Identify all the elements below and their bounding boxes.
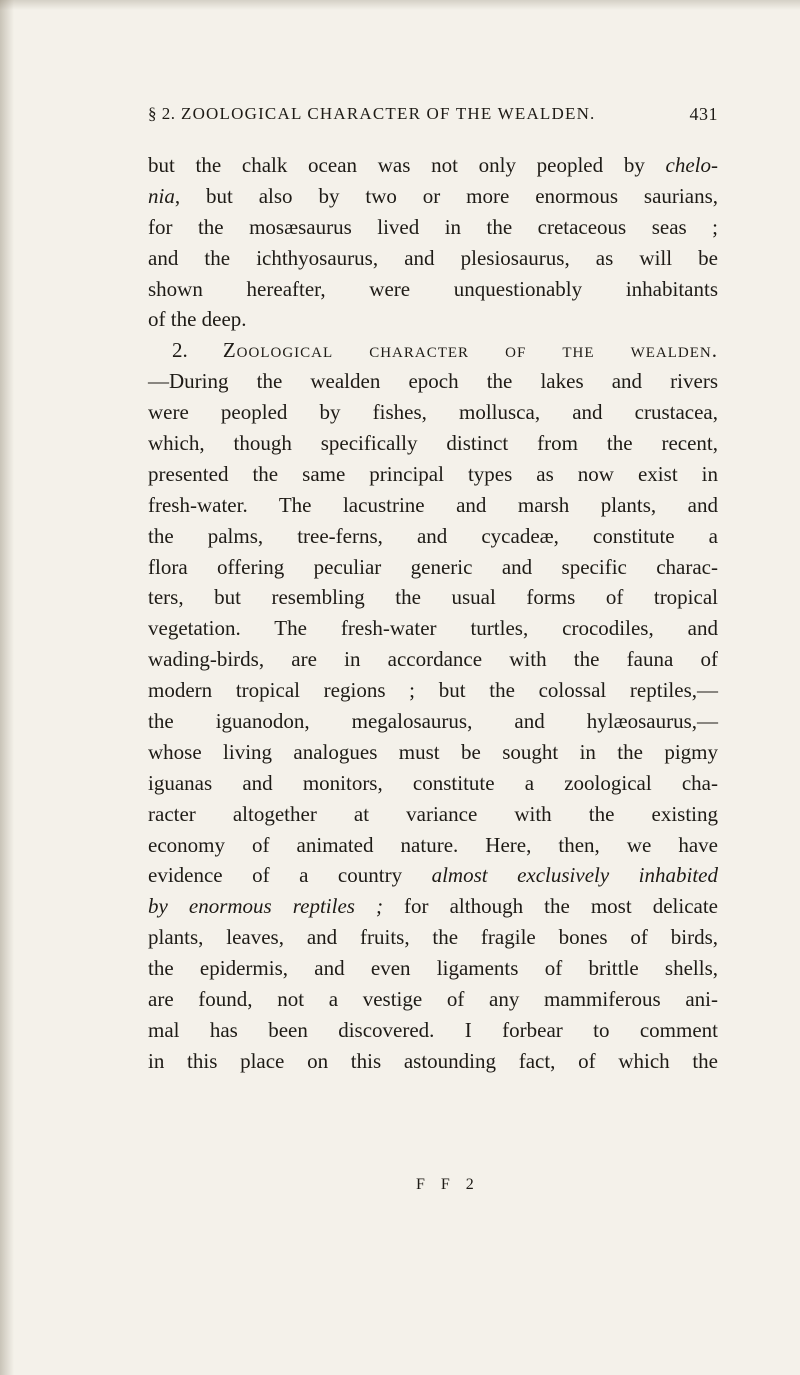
section-heading-line: 2. Zoological character of the wealden.: [172, 338, 718, 363]
page-top-shadow: [0, 0, 800, 10]
text-line: evidence of a country almost exclusively inhabited: [148, 863, 718, 888]
text-line: ters, but resembling the usual forms of tropical: [148, 585, 718, 610]
text-line: are found, not a vestige of any mammiferous ani-: [148, 987, 718, 1012]
text-line: presented the same principal types as now exist in: [148, 461, 718, 486]
body-text: [148, 150, 718, 1077]
section-heading: Zoological character of the wealden.: [222, 338, 718, 363]
text-line: but the chalk ocean was not only peopled by chelo-: [148, 153, 718, 177]
text-line: racter altogether at variance with the existing: [148, 801, 718, 826]
section-mark: § 2.: [148, 104, 176, 123]
signature-mark: F F 2: [416, 1176, 480, 1193]
text-line: and the ichthyosaurus, and plesiosaurus, as will be: [148, 245, 718, 270]
text-line: plants, leaves, and fruits, the fragile bones of birds,: [148, 925, 718, 950]
italic-term: chelo-: [665, 153, 718, 177]
text-line: vegetation. The fresh-water turtles, crocodiles, and: [148, 616, 718, 641]
page-edge-shadow: [0, 0, 14, 1375]
text-line: which, though specifically distinct from the recent,: [148, 431, 718, 456]
text-line: modern tropical regions ; but the colossal reptiles,—: [148, 678, 718, 703]
italic-term: nia: [148, 183, 175, 208]
running-title: ZOOLOGICAL CHARACTER OF THE WEALDEN.: [181, 104, 596, 123]
text-line: fresh-water. The lacustrine and marsh plants, and: [148, 492, 718, 517]
text-line: mal has been discovered. I forbear to comment: [148, 1017, 718, 1042]
text-line: —During the wealden epoch the lakes and rivers: [148, 369, 718, 394]
text-line: whose living analogues must be sought in the pigmy: [148, 739, 718, 764]
text-line: shown hereafter, were unquestionably inhabitants: [148, 276, 718, 301]
text-line: for the mosæsaurus lived in the cretaceous seas ;: [148, 214, 718, 239]
page-number: 431: [689, 104, 718, 124]
text-line: the palms, tree-ferns, and cycadeæ, constitute a: [148, 523, 718, 548]
text-line: were peopled by fishes, mollusca, and crustacea,: [148, 400, 718, 425]
text-line: wading-birds, are in accordance with the fauna of: [148, 647, 718, 672]
running-head: [148, 104, 718, 130]
text-line: flora offering peculiar generic and specific charac-: [148, 554, 718, 579]
text-line: nia, but also by two or more enormous saurians,: [148, 183, 718, 208]
text-line: economy of animated nature. Here, then, we have: [148, 832, 718, 857]
text-line: in this place on this astounding fact, of which the: [148, 1048, 718, 1073]
text-line: by enormous reptiles ; for although the most delicate: [148, 894, 718, 919]
text-line: iguanas and monitors, constitute a zoological cha-: [148, 770, 718, 795]
text-line: the iguanodon, megalosaurus, and hylæosaurus,—: [148, 709, 718, 734]
text-line: the epidermis, and even ligaments of brittle shells,: [148, 956, 718, 981]
italic-phrase: by enormous reptiles ;: [148, 894, 383, 919]
text-line: of the deep.: [148, 307, 247, 332]
italic-phrase: almost exclusively inhabited: [431, 863, 718, 888]
